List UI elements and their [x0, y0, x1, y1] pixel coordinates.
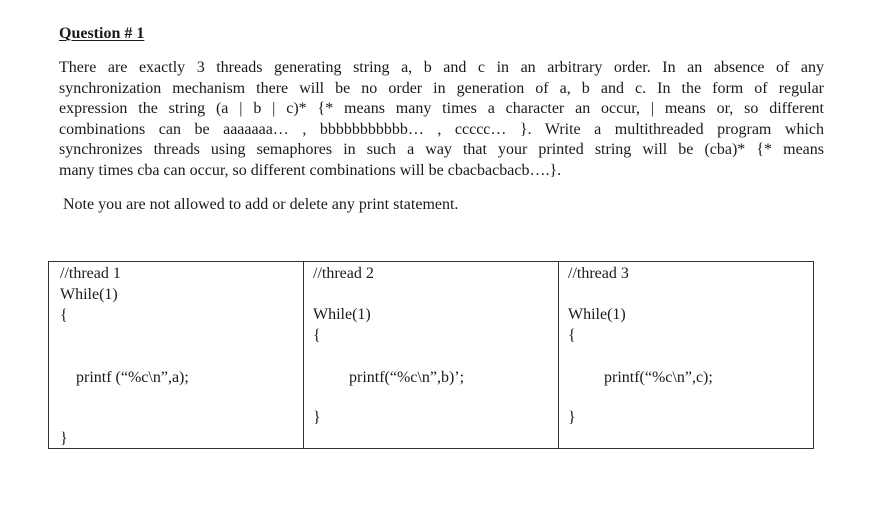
- thread-1-comment: //thread 1: [60, 265, 121, 282]
- note-text: Note you are not allowed to add or delete any print statement.: [63, 196, 459, 213]
- question-paragraph: [59, 58, 824, 182]
- thread-1-print: printf (“%c\n”,a);: [76, 369, 189, 386]
- thread-3-open-brace: {: [568, 327, 576, 344]
- paragraph-line: expression the string (a | b | c)* {* means many times a character an occur, | means or, so different: [59, 100, 824, 118]
- paragraph-line: many times cba can occur, so different combinations will be cbacbacbacb….}.: [59, 161, 562, 179]
- thread-1-open-brace: {: [60, 307, 68, 324]
- thread-2-print: printf(“%c\n”,b)’;: [349, 369, 465, 386]
- thread-1-loop: While(1): [60, 286, 118, 303]
- paragraph-line: There are exactly 3 threads generating string a, b and c in an arbitrary order. In an absence of any: [59, 59, 824, 76]
- paragraph-line: synchronizes threads using semaphores in such a way that your printed string will be (cba)* {* means: [59, 141, 824, 159]
- thread-3-loop: While(1): [568, 306, 626, 323]
- question-heading: Question # 1: [59, 25, 145, 42]
- paragraph-line: synchronization mechanism there will be no order in generation of a, b and c. In the form of regular: [59, 79, 824, 97]
- threads-table: [48, 261, 814, 449]
- thread-3-comment: //thread 3: [568, 265, 629, 282]
- thread-2-close-brace: }: [313, 409, 321, 426]
- thread-1-cell: [49, 262, 304, 448]
- thread-1-close-brace: }: [60, 430, 68, 447]
- thread-3-cell: [559, 262, 813, 448]
- paragraph-line: combinations can be aaaaaaa… , bbbbbbbbbbb… , ccccc… }. Write a multithreaded program which: [59, 120, 824, 138]
- thread-2-comment: //thread 2: [313, 265, 374, 282]
- thread-2-open-brace: {: [313, 327, 321, 344]
- thread-3-print: printf(“%c\n”,c);: [604, 369, 713, 386]
- thread-2-cell: [304, 262, 559, 448]
- thread-3-close-brace: }: [568, 409, 576, 426]
- thread-2-loop: While(1): [313, 306, 371, 323]
